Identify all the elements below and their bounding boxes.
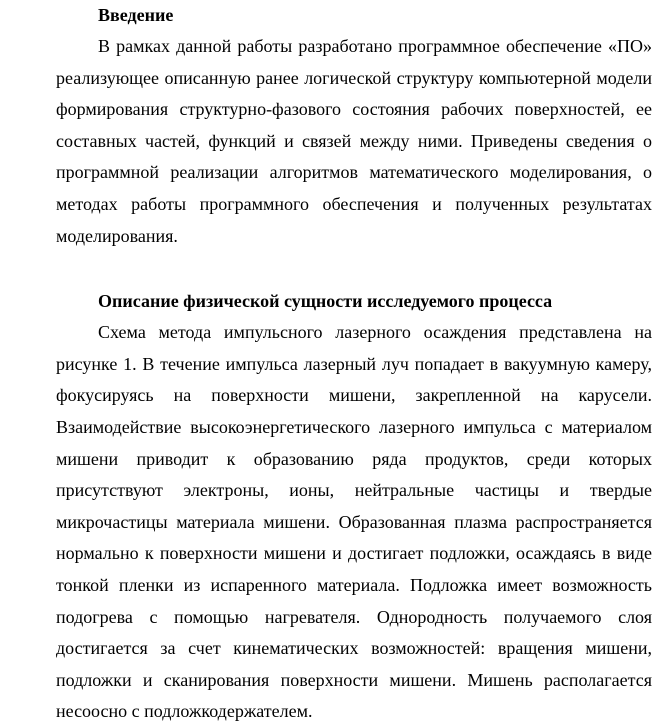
section-introduction [56, 4, 652, 252]
section-heading: Введение [98, 5, 174, 25]
section-physical-essence [56, 290, 652, 728]
paragraph-introduction: В рамках данной работы разработано программное обеспечение «ПО» реализующее описанную ранее логической структуру компьютерной модели формирования структурно-фазового состояния рабочих поверхностей, ее составных частей, функций и связей между ними. Приведены сведения о программной реализации алгоритмов математического моделирования, о методах работы программного обеспечения и полученных результатах моделирования. [56, 36, 652, 246]
paragraph-physical-essence: Схема метода импульсного лазерного осаждения представлена на рисунке 1. В течение импульса лазерный луч попадает в вакуумную камеру, фокусируясь на поверхности мишени, закрепленной на карусели. Взаимодействие высокоэнергетического лазерного импульса с материалом мишени приводит к образованию ряда продуктов, среди которых присутствуют электроны, ионы, нейтральные частицы и твердые микрочастицы материала мишени. Образованная плазма распространяется нормально к поверхности мишени и достигает подложки, осаждаясь в виде тонкой пленки из испаренного материала. Подложка имеет возможность подогрева с помощью нагревателя. Однородность получаемого слоя достигается за счет кинематических возможностей: вращения мишени, подложки и сканирования поверхности мишени. Мишень располагается несоосно с подложкодержателем. [56, 322, 652, 722]
section-heading: Описание физической сущности исследуемого процесса [98, 291, 553, 312]
